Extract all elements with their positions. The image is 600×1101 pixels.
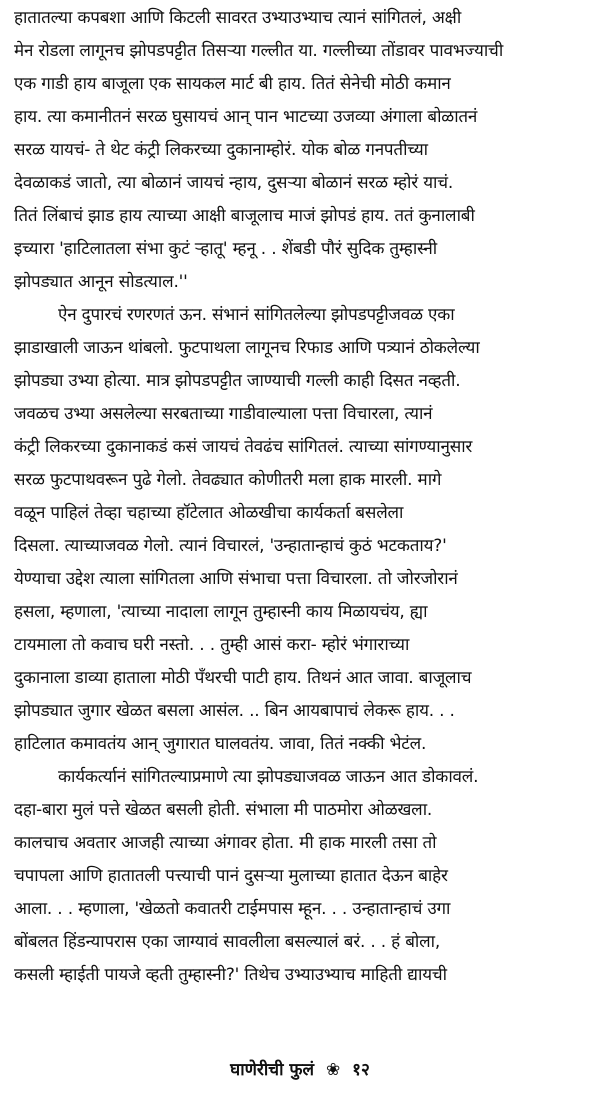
text-line: वळून पाहिलं तेव्हा चहाच्या हॉटेलात ओळखीचा कार्यकर्ता बसलेला [14,503,404,523]
text-line: आला. . . म्हणाला, 'खेळतो कवातरी टाईमपास म्हून. . . उन्हातान्हाचं उगा [14,899,451,919]
text-line: तितं लिंबाचं झाड हाय त्याच्या आक्षी बाजूलाच माजं झोपडं हाय. ततं कुनालाबी [14,206,475,226]
text-line: टायमाला तो कवाच घरी नस्तो. . . तुम्ही आसं करा- म्होरं भंगाराच्या [14,635,410,655]
text-line: झोपड्यात आनून सोडत्याल.'' [14,272,188,292]
text-line: बोंबलत हिंडन्यापरास एका जाग्यावं सावलीला बसल्यालं बरं. . . हं बोला, [14,932,441,952]
text-line: देवळाकडं जातो, त्या बोळानं जायचं न्हाय, दुसऱ्या बोळानं सरळ म्होरं याचं. [14,173,454,193]
text-line: येण्याचा उद्देश त्याला सांगितला आणि संभाचा पत्ता विचारला. तो जोरजोरानं [14,569,458,589]
text-line: झोपड्या उभ्या होत्या. मात्र झोपडपट्टीत जाण्याची गल्ली काही दिसत नव्हती. [14,371,461,391]
text-line: दहा-बारा मुलं पत्ते खेळत बसली होती. संभाला मी पाठमोरा ओळखला. [14,800,433,820]
flower-ornament-icon: ❀ [325,1060,341,1080]
text-line: हाय. त्या कमानीतनं सरळ घुसायचं आन् पान भाटच्या उजव्या अंगाला बोळातनं [14,107,478,127]
paragraph-start-line: कार्यकर्त्यानं सांगितल्याप्रमाणे त्या झोपड्याजवळ जाऊन आत डोकावलं. [58,767,479,787]
text-line: एक गाडी हाय बाजूला एक सायकल मार्ट बी हाय. तितं सेनेची मोठी कमान [14,74,451,94]
text-line: झाडाखाली जाऊन थांबलो. फुटपाथला लागूनच रिफाड आणि पत्र्यानं ठोकलेल्या [14,338,480,358]
text-line: हाटिलात कमावतंय आन् जुगारात घालवतंय. जावा, तितं नक्की भेटंल. [14,734,427,754]
paragraph-start-line: ऐन दुपारचं रणरणतं ऊन. संभानं सांगितलेल्या झोपडपट्टीजवळ एका [58,305,455,325]
text-line: दुकानाला डाव्या हाताला मोठी पँथरची पाटी हाय. तिथनं आत जावा. बाजूलाच [14,668,472,688]
text-line: दिसला. त्याच्याजवळ गेलो. त्यानं विचारलं, 'उन्हातान्हाचं कुठं भटकताय?' [14,536,447,556]
text-line: जवळच उभ्या असलेल्या सरबताच्या गाडीवाल्याला पत्ता विचारला, त्यानं [14,404,433,424]
text-line: चपापला आणि हातातली पत्त्याची पानं दुसऱ्या मुलाच्या हातात देऊन बाहेर [14,866,448,886]
text-line: हसला, म्हणाला, 'त्याच्या नादाला लागून तुम्हास्नी काय मिळायचंय, ह्या [14,602,428,622]
text-line: कसली म्हाईती पायजे व्हती तुम्हास्नी?' तिथेच उभ्याउभ्याच माहिती द्यायची [14,965,447,985]
page-number: १२ [352,1060,370,1080]
book-title: घाणेरीची फुलं [230,1060,315,1080]
text-line: कालचाच अवतार आजही त्याच्या अंगावर होता. मी हाक मारली तसा तो [14,833,437,853]
text-line: सरळ यायचं- ते थेट कंट्री लिकरच्या दुकानाम्होरं. योक बोळ गनपतीच्या [14,140,428,160]
text-line: सरळ फुटपाथवरून पुढे गेलो. तेवढ्यात कोणीतरी मला हाक मारली. मागे [14,470,442,490]
text-line: झोपड्यात जुगार खेळत बसला आसंल. .. बिन आयबापाचं लेकरू हाय. . . [14,701,455,721]
text-line: मेन रोडला लागूनच झोपडपट्टीत तिसऱ्या गल्लीत या. गल्लीच्या तोंडावर पावभज्याची [14,41,504,61]
text-line: कंट्री लिकरच्या दुकानाकडं कसं जायचं तेवढंच सांगितलं. त्याच्या सांगण्यानुसार [14,437,473,457]
text-line: इच्यारा 'हाटिलातला संभा कुटं ऱ्हातू' म्हनू . . शेंबडी पौरं सुदिक तुम्हास्नी [14,239,437,259]
text-line: हातातल्या कपबशा आणि किटली सावरत उभ्याउभ्याच त्यानं सांगितलं, अक्षी [14,8,462,28]
page-footer [0,1056,600,1084]
